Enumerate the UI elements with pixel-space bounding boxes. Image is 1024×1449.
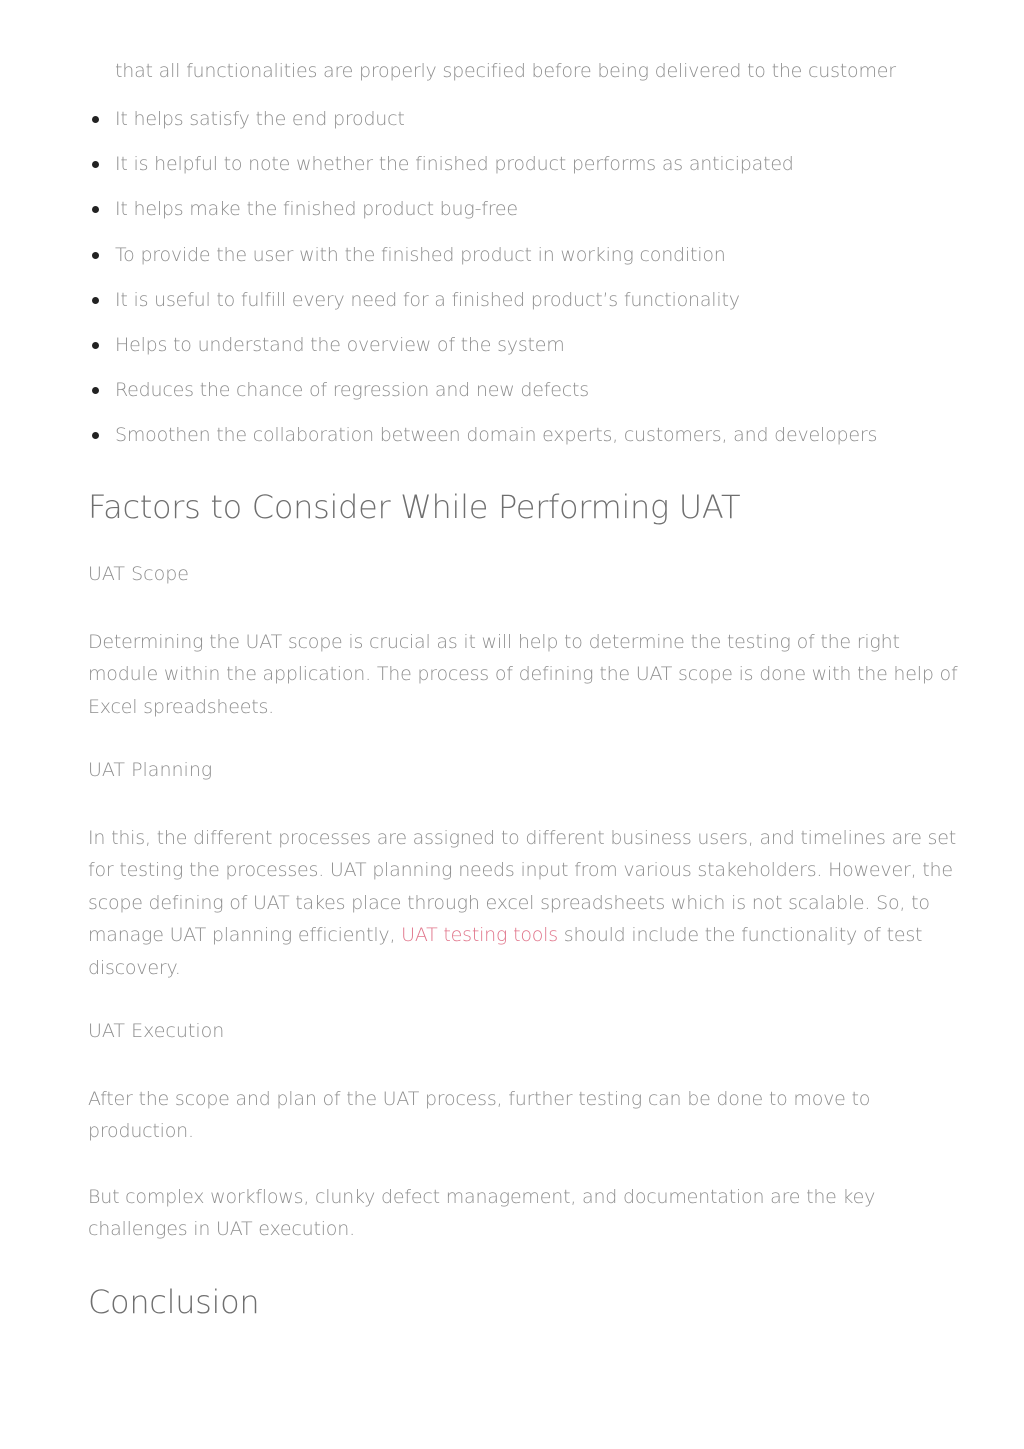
list-item-text: It is useful to fulfill every need for a finished product’s functionality (115, 288, 740, 311)
bullet-icon (92, 116, 99, 123)
list-item (88, 149, 968, 194)
list-item (88, 104, 968, 149)
list-item (88, 285, 968, 330)
planning-text-end: should include the functionality of test discovery. (88, 924, 923, 979)
list-item-text: Reduces the chance of regression and new defects (115, 379, 589, 402)
uat-scope-paragraph: Determining the UAT scope is crucial as it will help to determine the testing of the right module within the application. The process of defining the UAT scope is done with the help of Excel spreadsheets. (88, 631, 958, 718)
list-item (88, 194, 968, 239)
benefit-continuation-text: that all functionalities are properly specified before being delivered to the customer (115, 60, 896, 82)
uat-execution-subheading: UAT Execution (88, 1020, 225, 1042)
bullet-icon (92, 206, 99, 213)
list-item-text: Smoothen the collaboration between domain experts, customers, and developers (115, 424, 878, 447)
uat-testing-tools-link[interactable]: UAT testing tools (401, 924, 558, 947)
factors-heading: Factors to Consider While Performing UAT (88, 488, 741, 526)
list-item (88, 420, 968, 465)
list-item-text: It helps make the finished product bug-free (115, 198, 518, 221)
list-item (88, 375, 968, 420)
list-item-text: To provide the user with the finished product in working condition (115, 243, 726, 266)
uat-execution-challenges-paragraph: But complex workflows, clunky defect management, and documentation are the key challenges in UAT execution. (88, 1186, 876, 1241)
uat-planning-paragraph (88, 822, 968, 984)
bullet-icon (92, 297, 99, 304)
benefits-list (88, 104, 968, 466)
list-item-text: Helps to understand the overview of the system (115, 333, 565, 356)
bullet-icon (92, 252, 99, 259)
bullet-icon (92, 387, 99, 394)
bullet-icon (92, 342, 99, 349)
uat-planning-subheading: UAT Planning (88, 759, 213, 781)
bullet-icon (92, 161, 99, 168)
list-item (88, 330, 968, 375)
list-item (88, 240, 968, 285)
bullet-icon (92, 432, 99, 439)
list-item-text: It helps satisfy the end product (115, 108, 405, 130)
uat-execution-paragraph: After the scope and plan of the UAT process, further testing can be done to move to production. (88, 1088, 871, 1143)
list-item-text: It is helpful to note whether the finished product performs as anticipated (115, 153, 794, 176)
planning-text-start: In this, the different processes are assigned to different business users, and timelines are set for testing the processes. UAT planning needs input from various stakeholders. However, the scope defining of UAT takes place through excel spreadsheets which is not scalable. So, to manage UAT planning efficiently, (88, 827, 956, 947)
conclusion-heading: Conclusion (88, 1283, 260, 1321)
uat-scope-subheading: UAT Scope (88, 563, 189, 585)
